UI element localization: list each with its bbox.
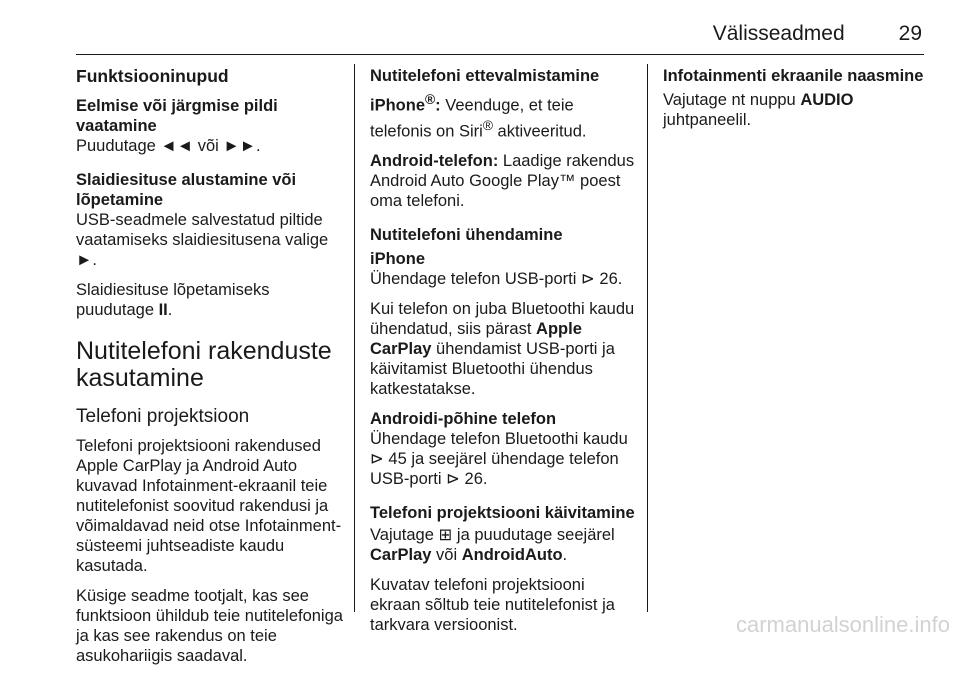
page-header	[713, 22, 922, 46]
column-1	[76, 66, 344, 676]
page-number: 29	[898, 22, 922, 45]
fast-forward-icon: ►►	[223, 137, 257, 155]
start-title: Telefoni projektsiooni käivitamine	[370, 504, 635, 522]
android-prep-text: Android-telefon: Laadige rakendus Android Auto Google Play™ poest oma telefoni.	[370, 152, 635, 210]
column-2	[370, 66, 636, 645]
android-connect-text: Ühendage telefon Bluetoothi kaudu ⊳ 45 ja seejärel ühendage telefon USB-porti ⊳ 26.	[370, 430, 628, 488]
apps-grid-icon: ⊞	[438, 526, 453, 544]
slideshow-text: USB-seadmele salvestatud piltide vaatamiseks slaidiesitusena valige ►.	[76, 211, 329, 269]
ask-manufacturer-text: Küsige seadme tootjalt, kas see funktsioon ühildub teie nutitelefoniga ja kas see rakendus on teie asukohariigis saadaval.	[76, 587, 343, 665]
apps-heading: Nutitelefoni rakenduste kasutamine	[76, 337, 332, 392]
column-3	[663, 66, 925, 140]
iphone-subtitle: iPhone	[370, 250, 426, 268]
connect-title: Nutitelefoni ühendamine	[370, 226, 563, 244]
function-buttons-heading: Funktsiooninupud	[76, 66, 229, 86]
rewind-icon: ◄◄	[160, 137, 194, 155]
page-ref-icon: ⊳	[580, 270, 595, 288]
display-text: Kuvatav telefoni projektsiooni ekraan sõltub teie nutitelefonist ja tarkvara versioonist.	[370, 576, 615, 634]
column-divider-2	[647, 64, 648, 612]
slideshow-stop-text: Slaidiesituse lõpetamiseks puudutage II.	[76, 281, 270, 319]
section-title: Välisseadmed	[712, 22, 845, 45]
prep-title: Nutitelefoni ettevalmistamine	[370, 67, 600, 85]
header-rule	[76, 54, 924, 55]
return-title: Infotainmenti ekraanile naasmine	[663, 67, 924, 85]
slideshow-title: Slaidiesituse alustamine või lõpetamine	[76, 171, 297, 209]
prev-next-title: Eelmise või järgmise pildi vaatamine	[76, 97, 278, 135]
prev-next-text: Puudutage ◄◄ või ►►.	[76, 137, 261, 155]
play-icon: ►	[76, 251, 93, 269]
return-text: Vajutage nt nuppu AUDIO juhtpaneelil.	[663, 91, 854, 129]
projection-heading: Telefoni projektsioon	[76, 406, 250, 427]
start-text: Vajutage ⊞ ja puudutage seejärel CarPlay või AndroidAuto.	[370, 526, 615, 564]
android-subtitle: Androidi-põhine telefon	[370, 410, 557, 428]
iphone-prep-text: iPhone®: Veenduge, et teie telefonis on Siri® aktiveeritud.	[370, 92, 587, 140]
column-divider-1	[354, 64, 355, 612]
bluetooth-disconnect-text: Kui telefon on juba Bluetoothi kaudu ühendatud, siis pärast Apple CarPlay ühendamist USB-porti ja käivitamist Bluetoothi ühendus katkestatakse.	[370, 300, 635, 398]
iphone-connect-text: Ühendage telefon USB-porti ⊳ 26.	[370, 270, 623, 288]
watermark: carmanualsonline.info	[735, 612, 950, 637]
projection-text: Telefoni projektsiooni rakendused Apple CarPlay ja Android Auto kuvavad Infotainment-ekraanil teie nutitelefonist soovitud rakendusi ja võimaldavad neid otse Infotainment-süsteemi juhtseadiste kaudu kasutada.	[76, 437, 342, 575]
page-ref-icon: ⊳	[370, 450, 384, 468]
page-ref-icon: ⊳	[446, 470, 460, 488]
pause-icon: II	[158, 301, 168, 319]
